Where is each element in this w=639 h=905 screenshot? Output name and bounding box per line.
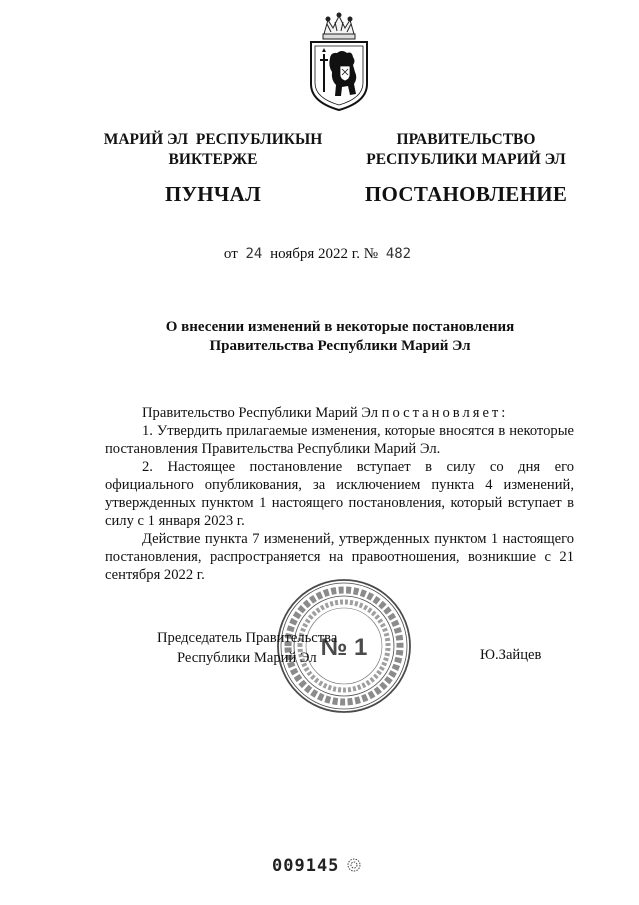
signature-name: Ю.Зайцев bbox=[480, 647, 542, 663]
signature-position-line2: Республики Марий Эл bbox=[177, 650, 317, 666]
serial-number: 009145 bbox=[272, 856, 340, 876]
rosette-icon bbox=[346, 857, 362, 873]
header-russian-line1: ПРАВИТЕЛЬСТВО bbox=[396, 131, 536, 148]
header-mari-line2: ВИКТЕРЖЕ bbox=[168, 151, 258, 168]
header-mari-line1: МАРИЙ ЭЛ РЕСПУБЛИКЫН bbox=[103, 131, 323, 148]
body-intro-text: Правительство Республики Марий Эл bbox=[142, 405, 379, 421]
body-paragraph-2: 2. Настоящее постановление вступает в силу со дня его официального опубликования, за исключением пункта 4 изменений, утвержденных пунктом 1 настоящего постановления, который вступает в силу с 1 января 2023 г. bbox=[105, 459, 574, 529]
date-month-year: ноября 2022 г. № bbox=[270, 246, 379, 262]
date-line bbox=[0, 246, 639, 263]
body-intro-spaced: постановляет: bbox=[381, 405, 509, 421]
decree-subject bbox=[120, 318, 560, 356]
date-day: 24 bbox=[245, 246, 263, 262]
stamp-number: № 1 bbox=[320, 634, 368, 661]
subject-line2: Правительства Республики Марий Эл bbox=[209, 338, 471, 354]
date-prefix: от bbox=[223, 246, 238, 262]
coat-of-arms-icon bbox=[300, 12, 378, 112]
subject-line1: О внесении изменений в некоторые постановления bbox=[165, 319, 515, 335]
header-mari bbox=[88, 130, 338, 206]
header-russian bbox=[350, 130, 582, 206]
header-mari-title: ПУНЧАЛ bbox=[164, 182, 262, 206]
body-paragraph-3: Действие пункта 7 изменений, утвержденных пунктом 1 настоящего постановления, распространяется на правоотношения, возникшие с 21 сентября 2022 г. bbox=[105, 531, 574, 583]
decree-body bbox=[105, 404, 574, 584]
body-paragraph-1: 1. Утвердить прилагаемые изменения, которые вносятся в некоторые постановления Правительства Республики Марий Эл. bbox=[105, 423, 574, 457]
signature-position bbox=[157, 628, 337, 668]
header-russian-line2: РЕСПУБЛИКИ МАРИЙ ЭЛ bbox=[366, 151, 566, 168]
header-russian-title: ПОСТАНОВЛЕНИЕ bbox=[364, 182, 568, 206]
decree-number: 482 bbox=[385, 246, 412, 262]
body-intro bbox=[105, 404, 574, 422]
signature-position-line1: Председатель Правительства bbox=[157, 630, 338, 646]
